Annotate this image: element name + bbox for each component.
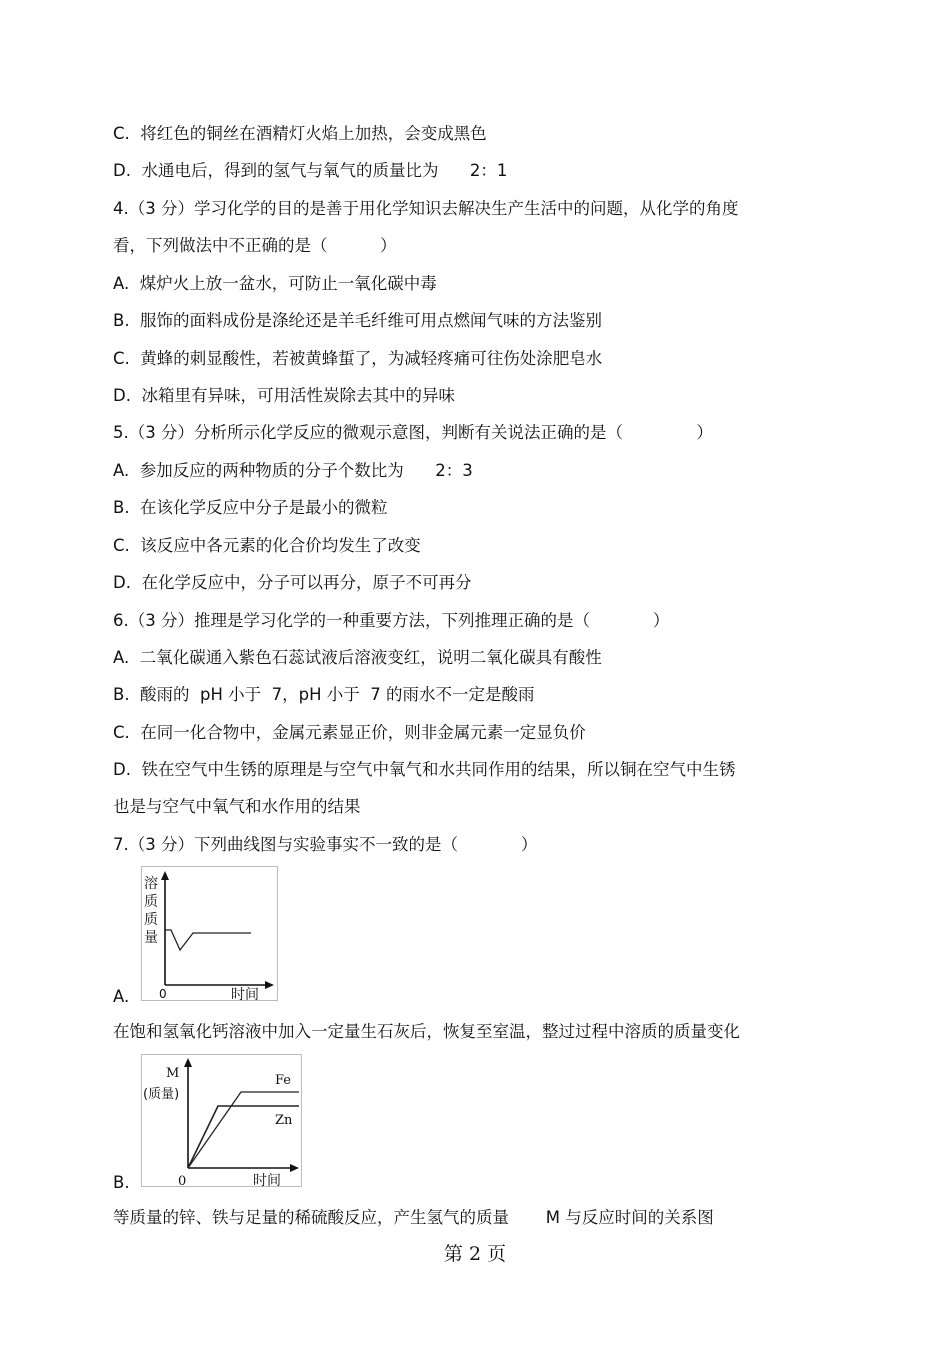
option-c-q4: C. 黄蜂的刺显酸性，若被黄蜂蜇了，为减轻疼痛可往伤处涂肥皂水 (113, 349, 603, 368)
option-d-q5: D. 在化学反应中，分子可以再分，原子不可再分 (113, 573, 472, 592)
figure-b-fe-line (188, 1092, 299, 1168)
option-b-q5: B. 在该化学反应中分子是最小的微粒 (113, 498, 388, 517)
option-b-q6: B. 酸雨的 pH 小于 7，pH 小于 7 的雨水不一定是酸雨 (113, 685, 535, 704)
option-a-q4: A. 煤炉火上放一盆水，可防止一氧化碳中毒 (113, 274, 437, 293)
question-4-stem: 4.（3 分）学习化学的目的是善于用化学知识去解决生产生活中的问题，从化学的角度 (113, 199, 739, 218)
option-c-q3: C. 将红色的铜丝在酒精灯火焰上加热，会变成黑色 (113, 124, 487, 143)
figure-b-graph (141, 1054, 303, 1188)
option-d-q3: D. 水通电后，得到的氢气与氧气的质量比为 2：1 (113, 161, 508, 180)
question-6-stem: 6.（3 分）推理是学习化学的一种重要方法，下列推理正确的是（ ） (113, 611, 670, 630)
figure-b-ylabel-top: M (166, 1066, 180, 1081)
figure-a-xlabel: 时间 (231, 987, 259, 1002)
figure-b-zn-label: Zn (275, 1113, 293, 1128)
figure-b-fe-label: Fe (275, 1073, 292, 1088)
figure-b-ylabel-sub: (质量) (143, 1087, 180, 1102)
figure-a-y-arrow (161, 871, 169, 880)
figure-a-ylabel-3: 质 (144, 912, 158, 928)
option-b-q4: B. 服饰的面料成份是涤纶还是羊毛纤维可用点燃闻气味的方法鉴别 (113, 311, 603, 330)
option-d-q6: D. 铁在空气中生锈的原理是与空气中氧气和水共同作用的结果，所以铜在空气中生锈 (113, 760, 736, 779)
figure-a-ylabel-1: 溶 (144, 876, 158, 892)
figure-b-x-arrow (290, 1164, 299, 1172)
figure-a-curve (165, 930, 251, 950)
figure-a-x-arrow (265, 981, 274, 989)
figure-a-ylabel-2: 质 (144, 894, 158, 910)
option-a-label-q7: A. (113, 987, 130, 1006)
question-5-stem: 5.（3 分）分析所示化学反应的微观示意图，判断有关说法正确的是（ ） (113, 423, 713, 442)
option-d-q6-cont: 也是与空气中氧气和水作用的结果 (113, 797, 361, 816)
option-c-q5: C. 该反应中各元素的化合价均发生了改变 (113, 536, 421, 555)
figure-b-xlabel: 时间 (253, 1173, 281, 1188)
question-4-stem-cont: 看，下列做法中不正确的是（ ） (113, 236, 397, 255)
option-d-q4: D. 冰箱里有异味，可用活性炭除去其中的异味 (113, 386, 455, 405)
figure-a-graph (141, 866, 279, 1002)
option-c-q6: C. 在同一化合物中，金属元素显正价，则非金属元素一定显负价 (113, 723, 586, 742)
figure-a-origin: 0 (159, 987, 167, 1001)
figure-b-origin: 0 (178, 1174, 187, 1188)
figure-a-ylabel-4: 量 (144, 930, 158, 946)
option-a-q5: A. 参加反应的两种物质的分子个数比为 2：3 (113, 461, 473, 480)
page-number: 第 2 页 (443, 1243, 507, 1265)
option-a-q6: A. 二氧化碳通入紫色石蕊试液后溶液变红，说明二氧化碳具有酸性 (113, 648, 602, 667)
option-b-caption-q7: 等质量的锌、铁与足量的稀硫酸反应，产生氢气的质量 M 与反应时间的关系图 (113, 1208, 714, 1227)
question-7-stem: 7.（3 分）下列曲线图与实验事实不一致的是（ ） (113, 835, 538, 854)
option-a-caption-q7: 在饱和氢氧化钙溶液中加入一定量生石灰后，恢复至室温，整过过程中溶质的质量变化 (113, 1022, 740, 1041)
option-b-label-q7: B. (113, 1173, 130, 1192)
figure-b-y-arrow (184, 1058, 192, 1067)
